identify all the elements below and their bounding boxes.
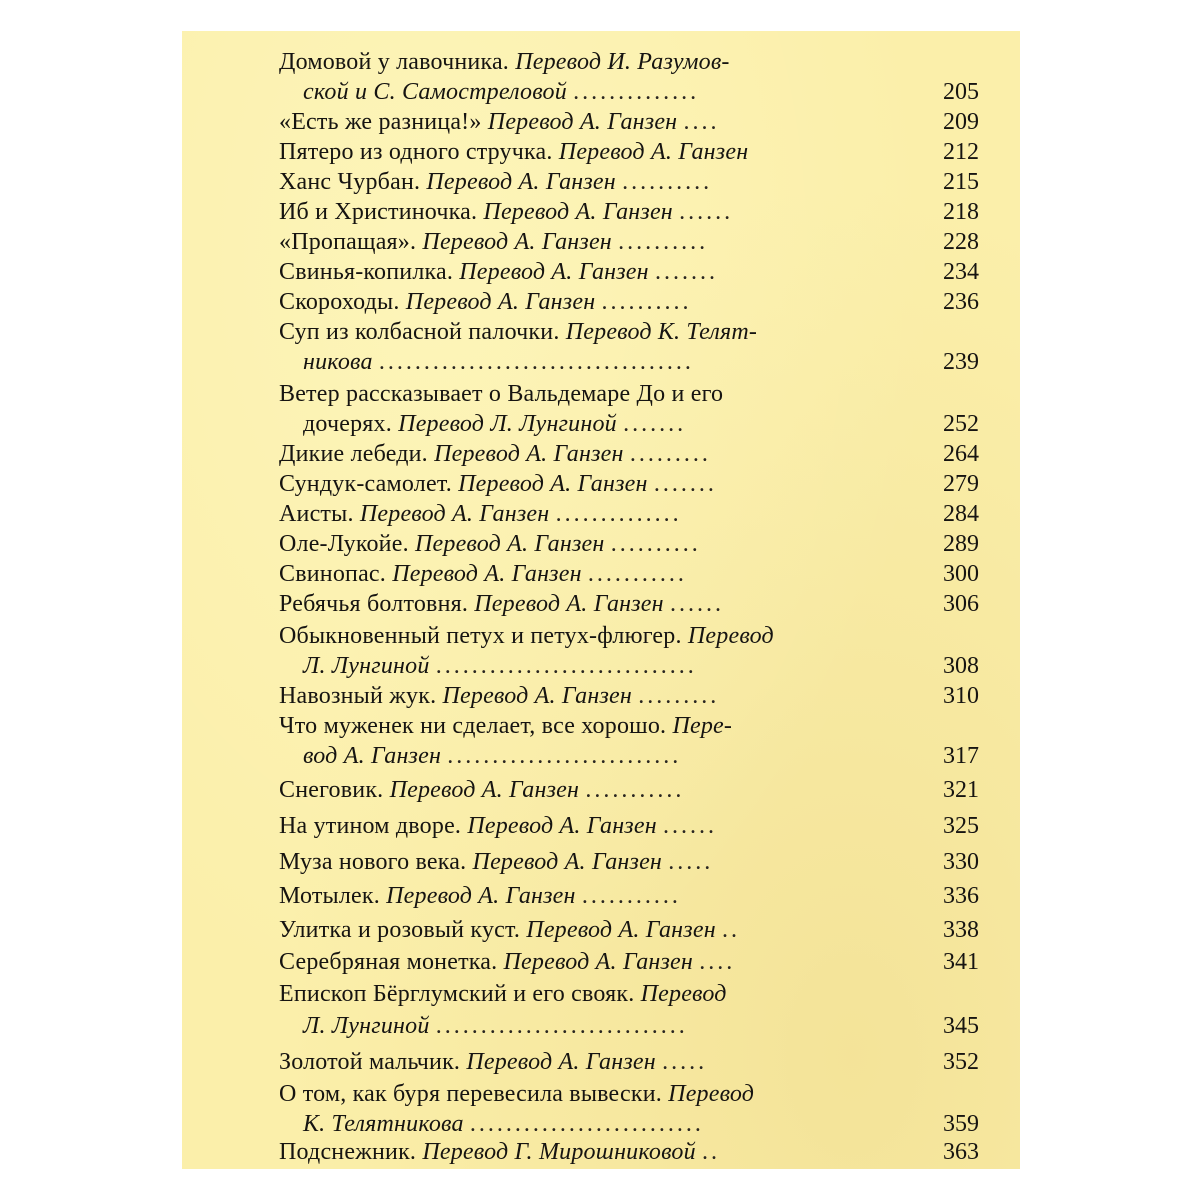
page-number: 264	[943, 441, 979, 467]
entry-translator: вод А. Ганзен	[303, 743, 442, 769]
toc-entry-line	[279, 319, 757, 346]
entry-translator: Перевод А. Ганзен	[472, 849, 663, 875]
toc-entry-line	[303, 1111, 704, 1138]
entry-translator: Перевод А. Ганзен	[526, 917, 716, 943]
page-number: 279	[943, 471, 979, 497]
entry-translator: Перевод Г. Мирошниковой	[422, 1139, 696, 1165]
page-number: 212	[943, 139, 979, 165]
leader-dots: ......	[679, 199, 734, 225]
leader-dots: .......	[623, 411, 687, 437]
entry-translator: Перевод А. Ганзен	[487, 109, 678, 135]
leader-dots: .............................	[435, 653, 697, 679]
toc-entry-line	[303, 79, 699, 106]
page-number: 336	[943, 883, 979, 909]
entry-translator: Перевод	[668, 1081, 755, 1107]
toc-entry-line	[279, 623, 774, 650]
page-number: 308	[943, 653, 979, 679]
leader-dots: ..........	[622, 169, 713, 195]
toc-entry-line	[303, 411, 686, 438]
entry-translator: Перевод А. Ганзен	[467, 813, 657, 839]
leader-dots: ..............	[555, 501, 682, 527]
toc-entry-line	[279, 949, 735, 976]
page-number: 215	[943, 169, 979, 195]
toc-entry-line	[279, 531, 701, 558]
entry-translator: Перевод А. Ганзен	[466, 1049, 656, 1075]
entry-title: Епископ Бёрглумский и его свояк.	[279, 981, 635, 1007]
page-number: 352	[943, 1049, 979, 1075]
toc-entry-line	[279, 381, 723, 408]
page-number: 321	[943, 777, 979, 803]
toc-entry-line	[303, 653, 697, 680]
toc-entry-line	[279, 683, 719, 710]
entry-title: Подснежник.	[279, 1139, 417, 1165]
page-number: 284	[943, 501, 979, 527]
entry-title: Обыкновенный петух и петух-флюгер.	[279, 623, 682, 649]
toc-entry-line	[279, 199, 733, 226]
entry-translator: ской и С. Самостреловой	[303, 79, 567, 105]
page-number: 338	[943, 917, 979, 943]
entry-title: Сундук-самолет.	[279, 471, 452, 497]
entry-translator: Перевод А. Ганзен	[458, 471, 648, 497]
entry-title: О том, как буря перевесила вывески.	[279, 1081, 662, 1107]
leader-dots: .........	[638, 683, 720, 709]
entry-translator: Перевод А. Ганзен	[386, 883, 576, 909]
entry-title: Свинопас.	[279, 561, 386, 587]
entry-title: «Пропащая».	[279, 229, 417, 255]
entry-translator: никова	[303, 349, 373, 375]
toc-entry-line	[279, 591, 724, 618]
page-number: 341	[943, 949, 979, 975]
entry-translator: Перевод К. Телят-	[565, 319, 758, 345]
entry-translator: Перевод	[687, 623, 774, 649]
entry-title: Ребячья болтовня.	[279, 591, 469, 617]
toc-entry-line	[279, 109, 720, 136]
toc-entry-line	[303, 349, 694, 376]
leader-dots: .......	[654, 259, 718, 285]
leader-dots: ......	[669, 591, 724, 617]
entry-title: Ханс Чурбан.	[279, 169, 421, 195]
entry-title: Мотылек.	[279, 883, 380, 909]
toc-entry-line	[279, 229, 708, 256]
entry-translator: Перевод А. Ганзен	[483, 199, 673, 225]
page-number: 252	[943, 411, 979, 437]
leader-dots: ..........	[618, 229, 709, 255]
entry-title: Скороходы.	[279, 289, 400, 315]
entry-translator: Перевод Л. Лунгиной	[398, 411, 617, 437]
book-page	[182, 31, 1020, 1169]
toc-entry-line	[279, 883, 681, 910]
page-number: 205	[943, 79, 979, 105]
entry-translator: Пере-	[672, 713, 733, 739]
entry-translator: Перевод А. Ганзен	[359, 501, 550, 527]
page-number: 209	[943, 109, 979, 135]
leader-dots: ...................................	[378, 349, 694, 375]
leader-dots: ..........................	[447, 743, 682, 769]
page-number: 363	[943, 1139, 979, 1165]
leader-dots: ..	[722, 917, 741, 943]
entry-title: Муза нового века.	[279, 849, 467, 875]
toc-entry-line	[279, 1049, 707, 1076]
toc-entry-line	[303, 743, 681, 770]
entry-title: Улитка и розовый куст.	[279, 917, 521, 943]
entry-translator: Перевод А. Ганзен	[389, 777, 580, 803]
entry-translator: Перевод А. Ганзен	[503, 949, 694, 975]
leader-dots: .......	[653, 471, 717, 497]
entry-title: Ветер рассказывает о Вальдемаре До и его	[279, 381, 724, 407]
toc-entry-line	[279, 289, 692, 316]
leader-dots: ..........................	[469, 1111, 704, 1137]
entry-translator: Перевод А. Ганзен	[442, 683, 633, 709]
entry-title: На утином дворе.	[279, 813, 462, 839]
toc-entry-line	[279, 1081, 754, 1108]
entry-title: Домовой у лавочника.	[279, 49, 509, 75]
leader-dots: .........	[629, 441, 711, 467]
toc-entry-line	[279, 813, 717, 840]
page-number: 239	[943, 349, 979, 375]
toc-entry-line	[279, 849, 713, 876]
leader-dots: ..........	[610, 531, 701, 557]
toc-entry-line	[303, 1013, 688, 1040]
page-number: 359	[943, 1111, 979, 1137]
toc-entry-line	[279, 139, 748, 166]
entry-translator: К. Телятникова	[303, 1111, 464, 1137]
leader-dots: ...........	[585, 777, 685, 803]
page-number: 300	[943, 561, 979, 587]
leader-dots: ..........	[601, 289, 692, 315]
page-number: 345	[943, 1013, 979, 1039]
leader-dots: ..	[702, 1139, 720, 1165]
toc-entry-line	[279, 49, 730, 76]
leader-dots: ......	[663, 813, 718, 839]
page-number: 306	[943, 591, 979, 617]
entry-title: Навозный жук.	[279, 683, 437, 709]
entry-title: Иб и Христиночка.	[279, 199, 478, 225]
entry-translator: Перевод А. Ганзен	[474, 591, 664, 617]
leader-dots: ...........	[587, 561, 687, 587]
entry-translator: Перевод А. Ганзен	[426, 169, 616, 195]
toc-entry-line	[279, 1139, 720, 1166]
leader-dots: ....	[699, 949, 736, 975]
entry-translator: Перевод А. Ганзен	[422, 229, 612, 255]
entry-translator: Перевод А. Ганзен	[414, 531, 605, 557]
page-number: 218	[943, 199, 979, 225]
page-number: 236	[943, 289, 979, 315]
toc-entry-line	[279, 777, 684, 804]
page-number: 289	[943, 531, 979, 557]
entry-title: Пятеро из одного стручка.	[279, 139, 553, 165]
entry-translator: Перевод	[640, 981, 727, 1007]
toc-entry-line	[279, 713, 732, 740]
entry-title: Дикие лебеди.	[279, 441, 428, 467]
entry-translator: Перевод А. Ганзен	[434, 441, 624, 467]
toc-entry-line	[279, 441, 711, 468]
toc-entry-line	[279, 501, 682, 528]
entry-title: Аисты.	[279, 501, 354, 527]
leader-dots: ............................	[435, 1013, 688, 1039]
entry-title: Снеговик.	[279, 777, 384, 803]
entry-title: Оле-Лукойе.	[279, 531, 409, 557]
entry-translator: Л. Лунгиной	[303, 1013, 430, 1039]
entry-title: Серебряная монетка.	[279, 949, 498, 975]
entry-title: Золотой мальчик.	[279, 1049, 461, 1075]
entry-translator: Перевод А. Ганзен	[459, 259, 649, 285]
entry-translator: Перевод А. Ганзен	[392, 561, 582, 587]
entry-title: Что муженек ни сделает, все хорошо.	[279, 713, 667, 739]
leader-dots: ....	[683, 109, 720, 135]
leader-dots: ..............	[573, 79, 700, 105]
page-number: 325	[943, 813, 979, 839]
entry-title: Суп из колбасной палочки.	[279, 319, 560, 345]
entry-title: дочерях.	[303, 411, 392, 437]
leader-dots: ...........	[581, 883, 681, 909]
page-number: 330	[943, 849, 979, 875]
page-number: 310	[943, 683, 979, 709]
page-number: 228	[943, 229, 979, 255]
toc-entry-line	[279, 471, 717, 498]
page-number: 317	[943, 743, 979, 769]
toc-entry-line	[279, 561, 687, 588]
entry-title: Свинья-копилка.	[279, 259, 454, 285]
page-number: 234	[943, 259, 979, 285]
toc-entry-line	[279, 169, 712, 196]
entry-translator: Перевод А. Ганзен	[405, 289, 596, 315]
toc-entry-line	[279, 259, 718, 286]
leader-dots: .....	[662, 1049, 708, 1075]
leader-dots: .....	[668, 849, 714, 875]
entry-translator: Перевод И. Разумов-	[515, 49, 730, 75]
toc-entry-line	[279, 981, 727, 1008]
entry-translator: Л. Лунгиной	[303, 653, 430, 679]
entry-title: «Есть же разница!»	[279, 109, 482, 135]
entry-translator: Перевод А. Ганзен	[558, 139, 749, 165]
toc-entry-line	[279, 917, 740, 944]
